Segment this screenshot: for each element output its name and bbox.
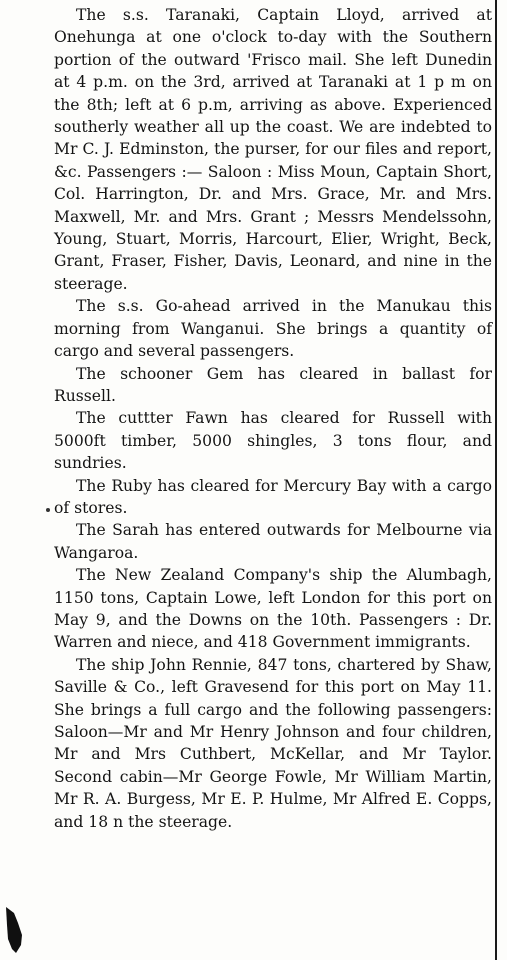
ink-blot-shape [4, 905, 24, 955]
shipping-news-column [54, 4, 492, 833]
paragraph-gem: The schooner Gem has cleared in ballast for Russell. [54, 364, 492, 405]
paragraph-ruby: The Ruby has cleared for Mercury Bay with a cargo of stores. [54, 476, 492, 517]
paragraph-john-rennie: The ship John Rennie, 847 tons, chartered by Shaw, Saville & Co., left Gravesend for this port on May 11. She brings a full cargo and the following passengers: Saloon—Mr and Mr Henry Johnson and four children, Mr and Mrs Cuthbert, McKellar, and Mr Taylor. Second cabin—Mr George Fowle, Mr William Martin, Mr R. A. Burgess, Mr E. P. Hulme, Mr Alfred E. Copps, and 18 n the steerage. [54, 655, 492, 831]
paragraph-sarah: The Sarah has entered outwards for Melbourne via Wangaroa. [54, 521, 492, 562]
paragraph-alumbagh: The New Zealand Company's ship the Alumbagh, 1150 tons, Captain Lowe, left London for this port on May 9, and the Downs on the 10th. Passengers : Dr. Warren and niece, and 418 Government immigrants. [54, 566, 492, 652]
column-rule [495, 0, 497, 960]
paragraph-go-ahead: The s.s. Go-ahead arrived in the Manukau this morning from Wanganui. She brings a quantity of cargo and several passengers. [54, 297, 492, 361]
paragraph-taranaki: The s.s. Taranaki, Captain Lloyd, arrived at Onehunga at one o'clock to-day with the Southern portion of the outward 'Frisco mail. She left Dunedin at 4 p.m. on the 3rd, arrived at Taranaki at 1 p m on the 8th; left at 6 p.m, arriving as above. Experienced southerly weather all up the coast. We are indebted to Mr C. J. Edminston, the purser, for our files and report, &c. Passengers :— Saloon : Miss Moun, Captain Short, Col. Harrington, Dr. and Mrs. Grace, Mr. and Mrs. Maxwell, Mr. and Mrs. Grant ; Messrs Mendelssohn, Young, Stuart, Morris, Harcourt, Elier, Wright, Beck, Grant, Fraser, Fisher, Davis, Leonard, and nine in the steerage. [54, 6, 492, 293]
ink-speck [46, 508, 50, 512]
ink-blot [4, 905, 24, 955]
paragraph-fawn: The cuttter Fawn has cleared for Russell with 5000ft timber, 5000 shingles, 3 tons flour, and sundries. [54, 409, 492, 473]
